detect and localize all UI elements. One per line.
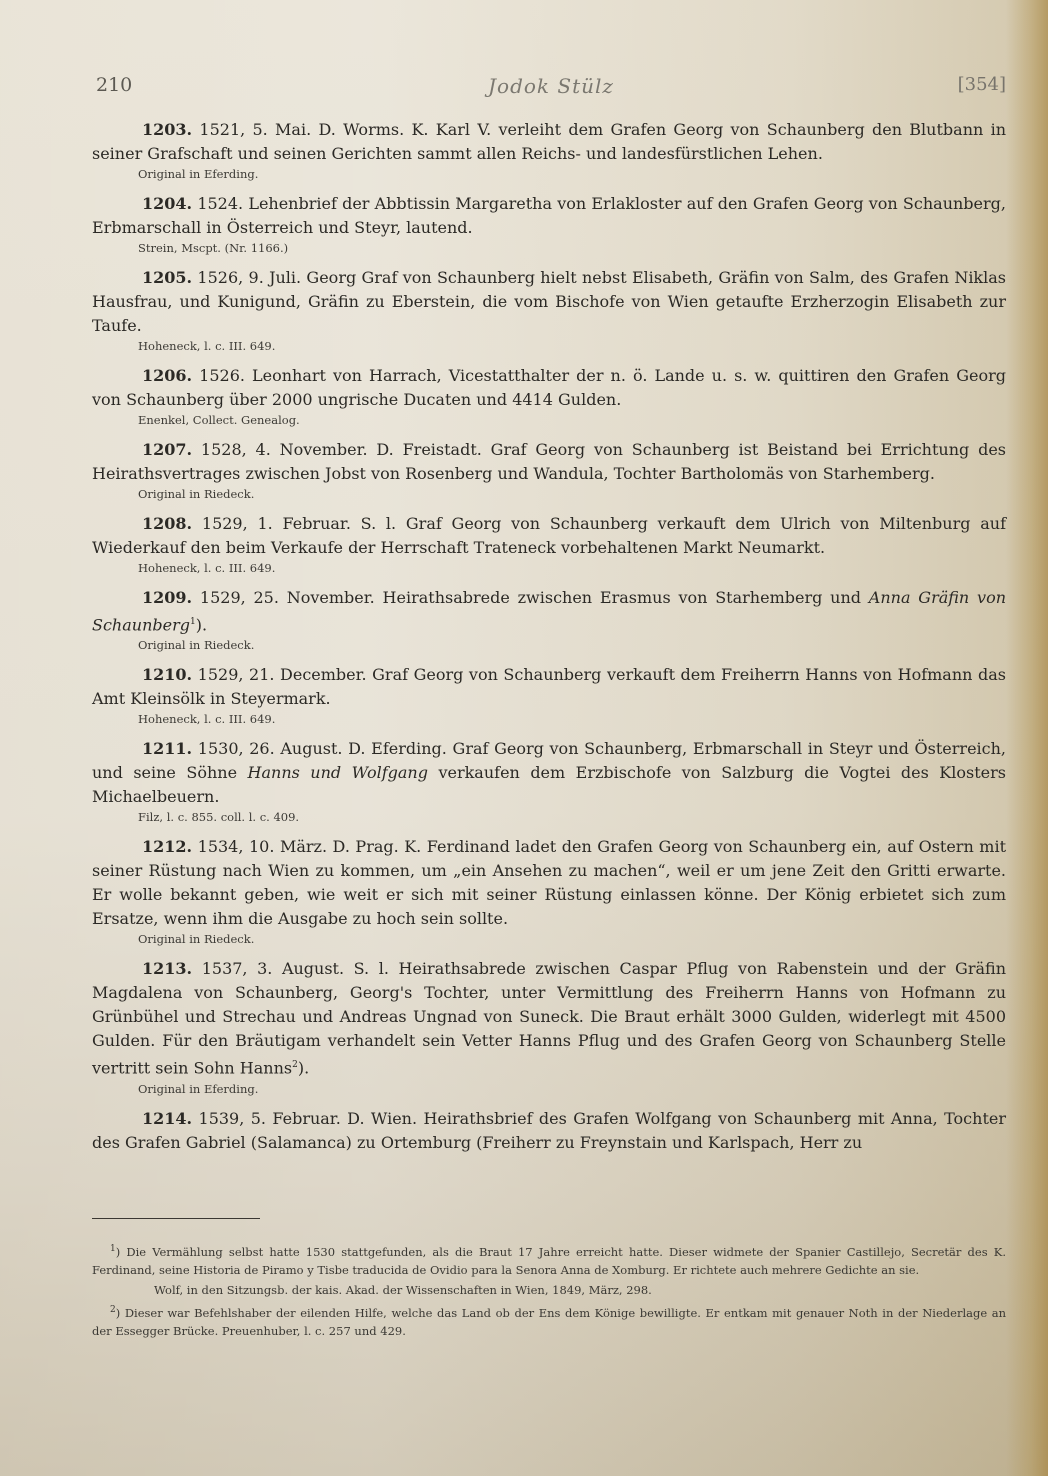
entry-number: 1211. bbox=[142, 739, 193, 759]
entry-source: Original in Riedeck. bbox=[138, 638, 255, 653]
entry-text bbox=[92, 512, 1006, 560]
footnotes bbox=[92, 1240, 1006, 1342]
entry-1214 bbox=[92, 1107, 1006, 1155]
entry-source: Original in Eferding. bbox=[138, 1081, 259, 1096]
entry-text bbox=[92, 586, 1006, 637]
entry-body: 1526. Leonhart von Harrach, Vicestatthalter der n. ö. Lande u. s. w. quittiren den Grafen Georg von Schaunberg über 2000 ungrische Ducaten und 4414 Gulden. bbox=[92, 366, 1006, 409]
entry-1213 bbox=[92, 957, 1006, 1097]
entry-source: Original in Riedeck. bbox=[138, 487, 255, 501]
entry-number: 1208. bbox=[142, 514, 193, 533]
entry-1212 bbox=[92, 835, 1006, 948]
entry-1208 bbox=[92, 512, 1006, 577]
entry-1206 bbox=[92, 364, 1006, 429]
entry-text bbox=[92, 663, 1006, 711]
footnote-marker: 2 bbox=[292, 1060, 298, 1071]
entry-text bbox=[92, 364, 1006, 412]
entry-number: 1214. bbox=[142, 1108, 193, 1128]
footnote-divider bbox=[92, 1218, 260, 1219]
entry-number: 1212. bbox=[142, 837, 193, 857]
entry-number: 1206. bbox=[142, 366, 193, 385]
entry-body: 1521, 5. Mai. D. Worms. K. Karl V. verleiht dem Grafen Georg von Schaunberg den Blutbann in seiner Grafschaft und seinen Gerichten sammt allen Reichs- und landesfürstlichen Lehen. bbox=[92, 120, 1007, 163]
entry-source: Original in Riedeck. bbox=[138, 932, 255, 947]
entries-list bbox=[92, 118, 1006, 1164]
entry-body-end: ). bbox=[297, 1058, 310, 1078]
entry-body: 1524. Lehenbrief der Abbtissin Margaretha von Erlakloster auf den Grafen Georg von Schaunberg, Erbmarschall in Österreich und Steyr, lautend. bbox=[92, 194, 1006, 237]
entry-1210 bbox=[92, 663, 1006, 728]
entry-body: 1529, 1. Februar. S. l. Graf Georg von Schaunberg verkauft dem Ulrich von Miltenburg auf Wiederkauf den beim Verkaufe der Herrschaft Trateneck vorbehaltenen Markt Neumarkt. bbox=[92, 514, 1006, 557]
footnote-text: ) Dieser war Befehlshaber der eilenden Hilfe, welche das Land ob der Ens dem Könige bewilligte. Er entkam mit genauer Noth in der Niederlage an der Essegger Brücke. Preuenhuber, l. c. 257 und 429. bbox=[92, 1305, 1006, 1338]
entry-body: 1537, 3. August. S. l. Heirathsabrede zwischen Caspar Pflug von Rabenstein und der Gräfin Magdalena von Schaunberg, Georg's Tochter, unter Vermittlung des Freiherrn Hanns von Hofmann zu Grünbühel und Strechau und Andreas Ungnad von Suneck. Die Braut erhält 3000 Gulden, widerlegt mit 4500 Gulden. Für den Bräutigam verhandelt sein Vetter Hanns Pflug und des Grafen Georg von Schaunberg Stelle vertritt sein Sohn Hanns bbox=[92, 959, 1007, 1078]
running-title: Jodok Stülz bbox=[488, 74, 614, 98]
entry-text bbox=[92, 737, 1006, 809]
entry-text bbox=[92, 118, 1006, 166]
entry-1209 bbox=[92, 586, 1006, 654]
entry-body-end: ). bbox=[195, 615, 208, 635]
entry-italic-name: Anna Gräfin von Schaunberg bbox=[92, 588, 1007, 635]
entry-number: 1205. bbox=[142, 268, 193, 287]
entry-body-end: verkaufen dem Erzbischofe von Salzburg die Vogtei des Klosters Michaelbeuern. bbox=[92, 763, 1006, 807]
volume-page-number: [354] bbox=[957, 74, 1006, 95]
entry-1211 bbox=[92, 737, 1006, 826]
footnote-2 bbox=[92, 1301, 1006, 1340]
entry-body: 1534, 10. März. D. Prag. K. Ferdinand ladet den Grafen Georg von Schaunberg ein, auf Ostern mit seiner Rüstung nach Wien zu kommen, um „ein Ansehen zu machen“, weil er um jene Zeit den Gritti erwarte. Er wolle bekannt geben, wie weit er sich mit seiner Rüstung einlassen könne. Der König erbietet sich zum Ersatze, wenn ihm die Ausgabe zu hoch sein sollte. bbox=[92, 837, 1006, 929]
entry-number: 1204. bbox=[142, 194, 193, 213]
entry-body: 1526, 9. Juli. Georg Graf von Schaunberg hielt nebst Elisabeth, Gräfin von Salm, des Grafen Niklas Hausfrau, und Kunigund, Gräfin zu Eberstein, die vom Bischofe von Wien getaufte Erzherzogin Elisabeth zur Taufe. bbox=[92, 268, 1006, 335]
footnote-marker: 1 bbox=[189, 617, 196, 627]
page-edge-shadow bbox=[1006, 0, 1048, 1476]
entry-text bbox=[92, 957, 1006, 1080]
entry-source: Hoheneck, l. c. III. 649. bbox=[138, 561, 276, 575]
footnote-number: 2 bbox=[110, 1304, 116, 1315]
entry-body: 1529, 21. December. Graf Georg von Schaunberg verkauft dem Freiherrn Hanns von Hofmann das Amt Kleinsölk in Steyermark. bbox=[92, 665, 1006, 709]
entry-source: Strein, Mscpt. (Nr. 1166.) bbox=[138, 241, 289, 255]
entry-source: Hoheneck, l. c. III. 649. bbox=[138, 339, 276, 353]
footnote-1-reference: Wolf, in den Sitzungsb. der kais. Akad. der Wissenschaften in Wien, 1849, März, 298. bbox=[154, 1282, 652, 1297]
entry-number: 1210. bbox=[142, 665, 193, 685]
entry-1203 bbox=[92, 118, 1006, 183]
entry-source: Hoheneck, l. c. III. 649. bbox=[138, 712, 276, 727]
entry-source: Original in Eferding. bbox=[138, 167, 259, 181]
page-header bbox=[96, 74, 1006, 102]
entry-text bbox=[92, 835, 1006, 931]
entry-number: 1213. bbox=[142, 959, 193, 979]
footnote-1 bbox=[92, 1240, 1006, 1279]
entry-source: Enenkel, Collect. Genealog. bbox=[138, 413, 300, 427]
entry-1205 bbox=[92, 266, 1006, 355]
entry-italic-name: Hanns und Wolfgang bbox=[247, 763, 428, 783]
entry-number: 1209. bbox=[142, 588, 193, 607]
entry-body: 1528, 4. November. D. Freistadt. Graf Georg von Schaunberg ist Beistand bei Errichtung des Heirathsvertrages zwischen Jobst von Rosenberg und Wandula, Tochter Bartholomäs von Starhemberg. bbox=[92, 440, 1006, 483]
footnote-number: 1 bbox=[110, 1244, 116, 1254]
entry-body: 1539, 5. Februar. D. Wien. Heirathsbrief des Grafen Wolfgang von Schaunberg mit Anna, Tochter des Grafen Gabriel (Salamanca) zu Ortemburg (Freiherr zu Freynstain und Karlspach, Herr zu bbox=[92, 1108, 1006, 1152]
entry-1207 bbox=[92, 438, 1006, 503]
entry-text bbox=[92, 192, 1006, 240]
entry-source: Filz, l. c. 855. coll. l. c. 409. bbox=[138, 810, 300, 825]
entry-1204 bbox=[92, 192, 1006, 257]
footnote-text: ) Die Vermählung selbst hatte 1530 stattgefunden, als die Braut 17 Jahre erreicht hatte. Dieser widmete der Spanier Castillejo, Secretär des K. Ferdinand, seine Historia de Piramo y Tisbe traducida de Ovidio para la Senora Anna de Xomburg. Er richtete auch mehrere Gedichte an sie. bbox=[92, 1244, 1006, 1277]
entry-text bbox=[92, 1107, 1006, 1155]
entry-number: 1207. bbox=[142, 440, 193, 459]
entry-text bbox=[92, 266, 1006, 338]
entry-text bbox=[92, 438, 1006, 486]
entry-body: 1530, 26. August. D. Eferding. Graf Georg von Schaunberg, Erbmarschall in Steyr und Österreich, und seine Söhne bbox=[92, 739, 1007, 783]
page-number: 210 bbox=[96, 74, 133, 96]
entry-body: 1529, 25. November. Heirathsabrede zwischen Erasmus von Starhemberg und bbox=[199, 588, 869, 607]
entry-number: 1203. bbox=[142, 120, 193, 139]
